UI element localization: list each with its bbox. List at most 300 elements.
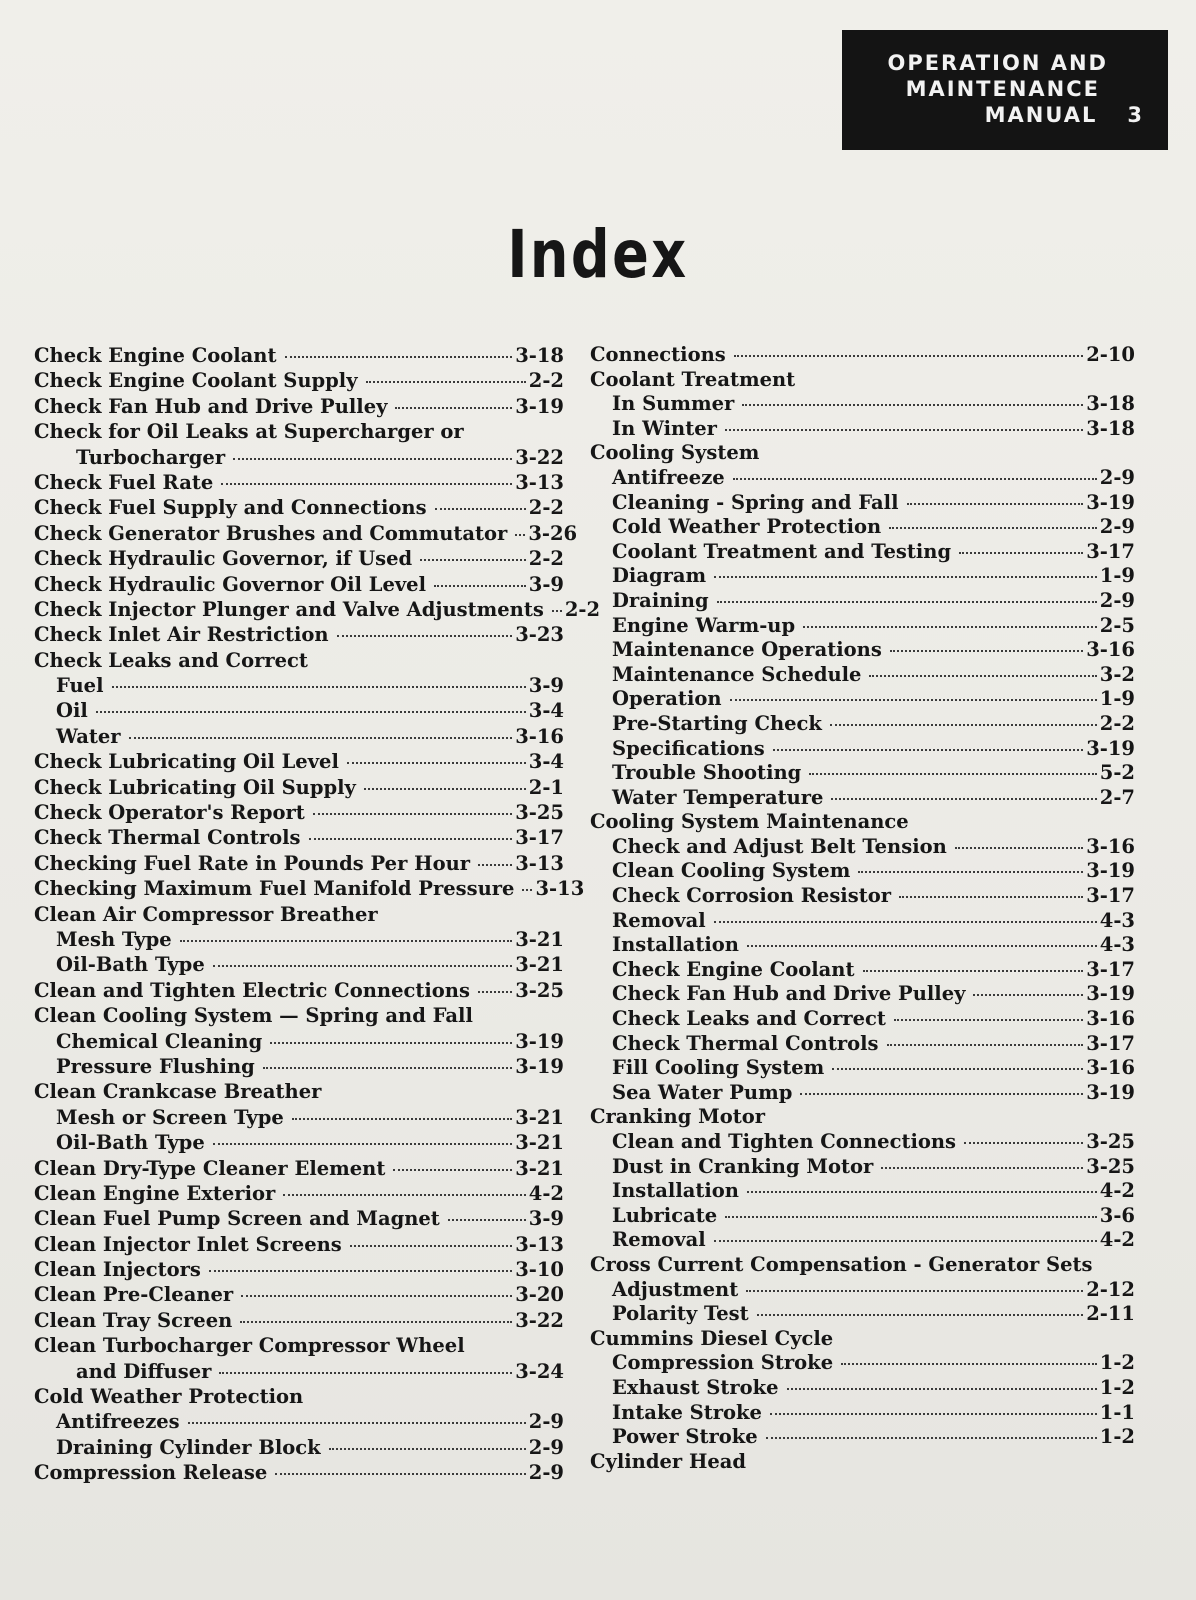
dot-leader xyxy=(733,478,1097,480)
index-entry xyxy=(34,1003,564,1028)
index-entry-text: Check Lubricating Oil Level xyxy=(34,750,339,774)
index-entry-page: 3-21 xyxy=(515,1105,564,1129)
dot-leader xyxy=(129,737,513,739)
index-entry-text: Check Inlet Air Restriction xyxy=(34,623,329,647)
index-entry-page: 1-2 xyxy=(1099,1351,1135,1375)
dot-leader xyxy=(714,576,1097,578)
index-entry xyxy=(34,1409,564,1434)
index-entry-text: Clean Air Compressor Breather xyxy=(34,902,378,926)
index-entry-page: 3-17 xyxy=(1086,957,1135,981)
index-entry-page: 1-9 xyxy=(1099,564,1135,588)
index-entry-page: 1-2 xyxy=(1099,1425,1135,1449)
index-entry-text: Intake Stroke xyxy=(612,1400,762,1424)
index-entry-text: Check and Adjust Belt Tension xyxy=(612,834,947,858)
index-entry xyxy=(590,343,1135,368)
index-entry-text: In Winter xyxy=(612,416,717,440)
index-entry xyxy=(34,445,564,470)
index-entry-page: 2-12 xyxy=(1086,1277,1135,1301)
index-entry-page: 2-2 xyxy=(528,369,564,393)
index-entry xyxy=(34,1232,564,1257)
index-entry-page: 3-9 xyxy=(528,572,564,596)
index-entry xyxy=(590,1327,1135,1352)
index-entry xyxy=(590,368,1135,393)
index-entry xyxy=(590,491,1135,516)
index-entry-text: Maintenance Operations xyxy=(612,638,882,662)
dot-leader xyxy=(420,559,526,561)
index-entry-text: Trouble Shooting xyxy=(612,761,802,785)
dot-leader xyxy=(435,508,526,510)
index-entry-text: Clean Injector Inlet Screens xyxy=(34,1232,342,1256)
index-entry-text: Antifreezes xyxy=(56,1410,180,1434)
index-entry xyxy=(34,749,564,774)
index-entry xyxy=(34,698,564,723)
index-entry xyxy=(590,982,1135,1007)
dot-leader xyxy=(221,483,512,485)
index-entry-text: Sea Water Pump xyxy=(612,1080,793,1104)
index-entry-text: Draining Cylinder Block xyxy=(56,1435,321,1459)
dot-leader xyxy=(96,711,526,713)
index-entry-text: Compression Stroke xyxy=(612,1351,834,1375)
header-line-2: MAINTENANCE xyxy=(905,77,1100,101)
dot-leader xyxy=(180,940,513,942)
dot-leader xyxy=(478,991,512,993)
index-entry xyxy=(590,515,1135,540)
dot-leader xyxy=(887,1044,1084,1046)
index-entry-text: Coolant Treatment xyxy=(590,367,796,391)
index-entry-text: Checking Maximum Fuel Manifold Pressure xyxy=(34,877,515,901)
index-entry xyxy=(590,933,1135,958)
index-entry xyxy=(590,441,1135,466)
index-entry-page: 3-2 xyxy=(1099,662,1135,686)
index-entry-text: Exhaust Stroke xyxy=(612,1375,779,1399)
index-entry-text: Draining xyxy=(612,588,709,612)
index-entry xyxy=(34,572,564,597)
index-entry xyxy=(34,825,564,850)
index-entry xyxy=(590,1179,1135,1204)
index-entry xyxy=(590,909,1135,934)
index-entry-page: 3-16 xyxy=(515,724,564,748)
dot-leader xyxy=(881,1167,1083,1169)
index-entry-text: Oil-Bath Type xyxy=(56,1131,205,1155)
index-entry-text: Operation xyxy=(612,687,722,711)
index-entry xyxy=(34,902,564,927)
index-entry xyxy=(34,368,564,393)
index-entry xyxy=(590,1278,1135,1303)
dot-leader xyxy=(907,503,1084,505)
dot-leader xyxy=(832,1068,1083,1070)
dot-leader xyxy=(714,1240,1097,1242)
index-entry-text: Check Corrosion Resistor xyxy=(612,884,891,908)
index-entry-text: Check Operator's Report xyxy=(34,801,305,825)
index-entry xyxy=(590,540,1135,565)
index-entry-text: Mesh or Screen Type xyxy=(56,1105,284,1129)
index-entry xyxy=(590,417,1135,442)
index-entry xyxy=(34,1460,564,1485)
index-entry xyxy=(590,1425,1135,1450)
index-entry xyxy=(34,521,578,546)
index-entry-text: Check Thermal Controls xyxy=(612,1031,879,1055)
index-entry-page: 3-19 xyxy=(515,1029,564,1053)
index-entry-text: Check Engine Coolant xyxy=(34,344,277,367)
index-entry-text: Installation xyxy=(612,933,739,957)
index-entry-text: Mesh Type xyxy=(56,927,172,951)
index-entry xyxy=(34,1333,564,1358)
index-entry xyxy=(34,1308,564,1333)
index-entry-text: Clean and Tighten Connections xyxy=(612,1130,957,1153)
dot-leader xyxy=(241,1295,512,1297)
header-line-3-text: MANUAL xyxy=(984,103,1098,127)
index-entry xyxy=(34,1079,564,1104)
index-entry-page: 3-21 xyxy=(515,1156,564,1180)
index-entry-text: Specifications xyxy=(612,736,765,760)
dot-leader xyxy=(347,762,526,764)
index-entry-text: Clean Pre-Cleaner xyxy=(34,1283,234,1307)
dot-leader xyxy=(858,871,1083,873)
dot-leader xyxy=(959,552,1083,554)
index-entry xyxy=(34,724,564,749)
index-entry xyxy=(590,564,1135,589)
index-entry-text: Cooling System xyxy=(590,441,760,465)
index-entry-text: Clean Dry-Type Cleaner Element xyxy=(34,1156,386,1180)
index-entry-page: 3-13 xyxy=(515,851,564,875)
index-entry-page: 4-3 xyxy=(1099,933,1135,957)
index-entry-page: 3-18 xyxy=(1086,392,1135,416)
dot-leader xyxy=(270,1042,512,1044)
index-entry-text: Cooling System Maintenance xyxy=(590,810,909,834)
index-entry xyxy=(590,1253,1135,1278)
dot-leader xyxy=(515,534,525,536)
index-entry-page: 2-1 xyxy=(528,775,564,799)
index-entry-page: 3-6 xyxy=(1099,1203,1135,1227)
index-entry xyxy=(34,622,564,647)
index-entry xyxy=(590,392,1135,417)
dot-leader xyxy=(337,635,513,637)
dot-leader xyxy=(209,1270,512,1272)
index-entry-page: 3-19 xyxy=(515,1054,564,1078)
index-entry xyxy=(34,927,564,952)
index-entry xyxy=(34,1054,564,1079)
dot-leader xyxy=(725,1216,1097,1218)
dot-leader xyxy=(213,1143,512,1145)
index-entry-page: 3-17 xyxy=(515,826,564,850)
index-entry-page: 3-20 xyxy=(515,1283,564,1307)
index-entry-page: 1-9 xyxy=(1099,687,1135,711)
index-entry-text: Clean Turbocharger Compressor Wheel xyxy=(34,1334,465,1358)
index-entry-text: Connections xyxy=(590,343,726,366)
index-entry-page: 3-17 xyxy=(1086,884,1135,908)
dot-leader xyxy=(787,1388,1097,1390)
index-entry xyxy=(590,1130,1135,1155)
dot-leader xyxy=(889,527,1097,529)
index-entry xyxy=(590,466,1135,491)
index-entry-page: 3-16 xyxy=(1086,1007,1135,1031)
dot-leader xyxy=(841,1363,1097,1365)
index-entry-page: 3-22 xyxy=(515,445,564,469)
index-entry xyxy=(590,638,1135,663)
index-entry-page: 3-10 xyxy=(515,1258,564,1282)
index-entry xyxy=(590,761,1135,786)
dot-leader xyxy=(863,970,1084,972)
dot-leader xyxy=(219,1372,512,1374)
index-entry-page: 3-19 xyxy=(1086,490,1135,514)
index-entry-text: Oil-Bath Type xyxy=(56,953,205,977)
dot-leader xyxy=(869,675,1096,677)
index-entry-text: Dust in Cranking Motor xyxy=(612,1154,874,1178)
index-entry-text: Cummins Diesel Cycle xyxy=(590,1326,834,1350)
index-entry xyxy=(590,1351,1135,1376)
index-entry-text: Adjustment xyxy=(612,1277,739,1301)
index-entry-page: 2-2 xyxy=(528,496,564,520)
dot-leader xyxy=(309,838,513,840)
index-entry-text: Removal xyxy=(612,908,706,932)
section-number: 3 xyxy=(1127,103,1144,127)
index-entry xyxy=(34,1181,564,1206)
index-entry-text: Installation xyxy=(612,1179,739,1203)
index-entry-page: 3-26 xyxy=(528,521,578,545)
index-entry-text: Turbocharger xyxy=(76,445,226,469)
index-entry xyxy=(34,876,585,901)
index-entry-page: 3-13 xyxy=(515,470,564,494)
index-entry-text: Pressure Flushing xyxy=(56,1054,255,1078)
index-entry-text: Cold Weather Protection xyxy=(34,1385,304,1409)
index-entry xyxy=(34,419,564,444)
dot-leader xyxy=(730,699,1097,701)
index-entry xyxy=(34,1130,564,1155)
dot-leader xyxy=(350,1245,512,1247)
index-entry-page: 2-9 xyxy=(1099,465,1135,489)
index-entry-text: Clean Cooling System xyxy=(612,859,851,883)
dot-leader xyxy=(973,994,1083,996)
dot-leader xyxy=(955,847,1083,849)
dot-leader xyxy=(522,889,532,891)
header-line-1: OPERATION AND xyxy=(887,51,1108,75)
index-entry xyxy=(590,835,1135,860)
index-entry xyxy=(34,597,601,622)
index-entry-text: Check Fuel Rate xyxy=(34,470,214,494)
index-entry-page: 2-9 xyxy=(528,1435,564,1459)
index-entry-text: Removal xyxy=(612,1228,706,1252)
index-entry-text: In Summer xyxy=(612,392,735,416)
index-entry-text: Maintenance Schedule xyxy=(612,662,862,686)
index-entry-page: 3-21 xyxy=(515,927,564,951)
index-entry-page: 3-24 xyxy=(515,1359,564,1383)
index-entry xyxy=(34,546,564,571)
dot-leader xyxy=(366,381,526,383)
index-entry xyxy=(34,952,564,977)
index-entry-text: Compression Release xyxy=(34,1461,268,1485)
index-entry-page: 3-19 xyxy=(1086,1080,1135,1104)
index-entry-text: Check Leaks and Correct xyxy=(612,1007,886,1031)
index-entry-page: 3-4 xyxy=(528,750,564,774)
header-line-3 xyxy=(870,102,1144,128)
index-entry xyxy=(590,884,1135,909)
index-entry-page: 3-16 xyxy=(1086,638,1135,662)
dot-leader xyxy=(478,864,512,866)
index-entry xyxy=(34,1206,564,1231)
dot-leader xyxy=(766,1437,1097,1439)
index-entry-text: Diagram xyxy=(612,564,707,588)
index-entry-text: Cylinder Head xyxy=(590,1449,747,1473)
index-entry-text: Check Thermal Controls xyxy=(34,826,301,850)
index-entry-page: 3-9 xyxy=(528,674,564,698)
index-entry xyxy=(590,589,1135,614)
index-entry-text: Lubricate xyxy=(612,1203,718,1227)
index-entry xyxy=(590,1228,1135,1253)
dot-leader xyxy=(831,798,1096,800)
dot-leader xyxy=(800,1093,1083,1095)
index-entry xyxy=(590,1007,1135,1032)
index-entry xyxy=(590,614,1135,639)
index-entry xyxy=(590,663,1135,688)
index-entry xyxy=(590,1204,1135,1229)
dot-leader xyxy=(292,1118,512,1120)
index-entry xyxy=(590,1155,1135,1180)
index-entry-text: Clean Engine Exterior xyxy=(34,1181,276,1205)
dot-leader xyxy=(717,601,1097,603)
index-entry-page: 3-4 xyxy=(528,699,564,723)
index-entry-page: 2-2 xyxy=(1099,711,1135,735)
dot-leader xyxy=(393,1169,512,1171)
index-entry xyxy=(590,1032,1135,1057)
dot-leader xyxy=(434,585,526,587)
index-entry-page: 1-1 xyxy=(1099,1400,1135,1424)
index-entry-page: 3-13 xyxy=(535,877,585,901)
index-entry-page: 2-11 xyxy=(1086,1302,1135,1326)
dot-leader xyxy=(233,458,512,460)
index-entry-text: Clean Crankcase Breather xyxy=(34,1080,322,1104)
index-entry xyxy=(590,859,1135,884)
index-entry-page: 3-9 xyxy=(528,1207,564,1231)
index-entry xyxy=(590,737,1135,762)
index-entry-page: 2-7 xyxy=(1099,785,1135,809)
dot-leader xyxy=(773,749,1084,751)
index-entry xyxy=(34,1156,564,1181)
index-entry-page: 2-9 xyxy=(528,1461,564,1485)
index-entry-text: Clean Injectors xyxy=(34,1258,201,1282)
index-entry-text: Engine Warm-up xyxy=(612,613,796,637)
index-entry-text: Check Injector Plunger and Valve Adjustments xyxy=(34,597,544,621)
dot-leader xyxy=(725,429,1083,431)
index-left-column xyxy=(34,343,601,1486)
index-entry-text: Clean Cooling System — Spring and Fall xyxy=(34,1004,473,1028)
index-entry-page: 2-2 xyxy=(528,547,564,571)
index-entry-page: 2-10 xyxy=(1086,343,1135,366)
index-entry-text: Oil xyxy=(56,699,88,723)
index-entry-text: Fuel xyxy=(56,674,104,698)
index-entry xyxy=(590,810,1135,835)
index-entry-text: Power Stroke xyxy=(612,1425,758,1449)
index-entry xyxy=(34,470,564,495)
index-entry-text: Water xyxy=(56,724,121,748)
index-entry-page: 2-2 xyxy=(564,597,601,621)
dot-leader xyxy=(803,626,1097,628)
index-entry-text: Coolant Treatment and Testing xyxy=(612,539,952,563)
index-entry xyxy=(34,1384,564,1409)
index-entry-page: 3-25 xyxy=(515,978,564,1002)
index-entry-page: 3-19 xyxy=(1086,982,1135,1006)
index-entry-text: Polarity Test xyxy=(612,1302,749,1326)
index-entry xyxy=(590,712,1135,737)
dot-leader xyxy=(313,813,512,815)
index-entry-page: 4-3 xyxy=(1099,908,1135,932)
index-entry-page: 4-2 xyxy=(1099,1179,1135,1203)
index-entry-page: 3-16 xyxy=(1086,1056,1135,1080)
dot-leader xyxy=(747,1191,1097,1193)
index-entry-page: 3-22 xyxy=(515,1308,564,1332)
index-entry xyxy=(590,687,1135,712)
index-entry xyxy=(590,1056,1135,1081)
dot-leader xyxy=(275,1473,526,1475)
index-entry-page: 3-16 xyxy=(1086,834,1135,858)
index-entry-text: Check Lubricating Oil Supply xyxy=(34,775,356,799)
index-entry-text: Check Fan Hub and Drive Pulley xyxy=(34,394,388,418)
dot-leader xyxy=(395,407,512,409)
index-entry-text: Cleaning - Spring and Fall xyxy=(612,490,899,514)
index-entry xyxy=(590,1081,1135,1106)
dot-leader xyxy=(770,1413,1097,1415)
dot-leader xyxy=(757,1314,1084,1316)
index-entry-page: 3-25 xyxy=(1086,1130,1135,1153)
index-entry xyxy=(590,958,1135,983)
index-entry xyxy=(34,673,564,698)
index-entry xyxy=(590,786,1135,811)
index-entry-text: Check Fan Hub and Drive Pulley xyxy=(612,982,966,1006)
index-entry xyxy=(590,1450,1135,1475)
index-entry-text: Cold Weather Protection xyxy=(612,515,882,539)
index-entry xyxy=(34,1257,564,1282)
index-entry xyxy=(34,1029,564,1054)
index-entry-text: Fill Cooling System xyxy=(612,1056,825,1080)
index-entry-page: 3-18 xyxy=(1086,416,1135,440)
index-entry xyxy=(34,343,564,368)
index-entry-text: and Diffuser xyxy=(76,1359,212,1383)
index-entry-page: 2-5 xyxy=(1099,613,1135,637)
index-entry xyxy=(34,851,564,876)
index-entry-text: Check Fuel Supply and Connections xyxy=(34,496,427,520)
dot-leader xyxy=(809,773,1096,775)
index-entry-text: Clean Tray Screen xyxy=(34,1308,233,1332)
index-entry-page: 3-25 xyxy=(1086,1154,1135,1178)
index-entry xyxy=(590,1376,1135,1401)
index-entry-page: 3-18 xyxy=(515,344,564,367)
index-entry-text: Check Engine Coolant Supply xyxy=(34,369,358,393)
index-entry-page: 2-9 xyxy=(1099,588,1135,612)
dot-leader xyxy=(899,896,1083,898)
index-entry-page: 3-19 xyxy=(1086,859,1135,883)
index-right-column xyxy=(590,343,1135,1474)
index-entry-text: Cranking Motor xyxy=(590,1105,766,1129)
index-entry-page: 4-2 xyxy=(1099,1228,1135,1252)
index-entry-page: 2-9 xyxy=(528,1410,564,1434)
page-title: Index xyxy=(507,216,689,293)
index-entry-text: Pre-Starting Check xyxy=(612,711,822,735)
index-entry xyxy=(590,1302,1135,1327)
index-entry-text: Check for Oil Leaks at Supercharger or xyxy=(34,420,464,444)
index-entry-text: Check Generator Brushes and Commutator xyxy=(34,521,508,545)
index-entry xyxy=(34,800,564,825)
dot-leader xyxy=(329,1448,526,1450)
index-entry xyxy=(34,1282,564,1307)
index-entry-page: 3-17 xyxy=(1086,539,1135,563)
index-entry-text: Antifreeze xyxy=(612,465,725,489)
index-entry xyxy=(34,394,564,419)
dot-leader xyxy=(364,788,526,790)
index-entry-page: 2-9 xyxy=(1099,515,1135,539)
dot-leader xyxy=(240,1321,512,1323)
index-entry-text: Clean Fuel Pump Screen and Magnet xyxy=(34,1207,440,1231)
index-entry xyxy=(34,1435,564,1460)
dot-leader xyxy=(734,355,1083,357)
